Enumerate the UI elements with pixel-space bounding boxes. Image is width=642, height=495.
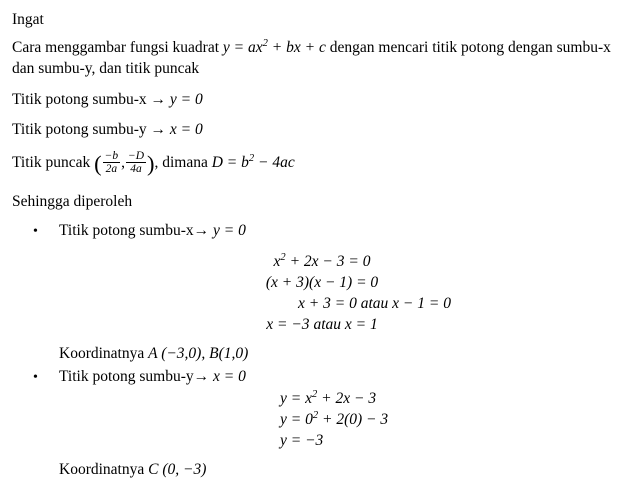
section-1-arrow: → [193, 222, 210, 239]
vertex-x-denominator: 2a [103, 162, 120, 175]
vertex-paren-close: ) [146, 150, 155, 176]
section-1-coordinates [59, 344, 248, 364]
list-item-sumbu-x [33, 221, 246, 242]
vertex-y-denominator: 4a [126, 162, 146, 175]
result-intro [12, 192, 132, 212]
section-1-title: Titik potong sumbu-x [59, 222, 194, 239]
equation-line: $y = x^2 + 2x - 3$ [280, 388, 377, 407]
rule-y-condition: x = 0 [169, 121, 203, 138]
coordinate-label: Koordinatnya [59, 345, 145, 362]
section-1-equations [172, 251, 472, 335]
page-heading [12, 10, 44, 30]
section-2-arrow: → [193, 368, 210, 385]
rule-line-x [12, 90, 203, 110]
equation-line: $y = 0^2 + 2(0) - 3$ [280, 409, 389, 428]
equation-line: (x + 3)(x − 1) = 0 [265, 274, 379, 291]
coordinate-label: Koordinatnya [59, 461, 145, 478]
bullet-icon: • [33, 224, 38, 239]
vertex-x-numerator: −b [104, 150, 119, 162]
rule-y-label: Titik potong sumbu-y [12, 121, 147, 138]
rule-line-y [12, 120, 203, 140]
vertex-paren-open: ( [94, 150, 102, 176]
rule-x-label: Titik potong sumbu-x [12, 91, 147, 108]
coordinate-values: A (−3,0), B(1,0) [148, 345, 249, 362]
bullet-icon: • [33, 370, 38, 385]
vertex-label: Titik puncak [12, 153, 91, 171]
equation-line: x = −3 atau x = 1 [266, 316, 378, 333]
intro-text-before: Cara menggambar fungsi kuadrat [12, 39, 223, 56]
list-item-sumbu-y [33, 367, 246, 388]
equation-line: $x^2 + 2x - 3 = 0$ [273, 251, 371, 270]
vertex-discriminant: $D = b^2 - 4ac$ [211, 152, 295, 171]
vertex-y-numerator: −D [127, 150, 144, 162]
section-2-coordinates [59, 460, 206, 480]
section-1-condition: y = 0 [213, 222, 246, 239]
rule-x-condition: y = 0 [169, 91, 203, 108]
result-intro-text: Sehingga diperoleh [12, 193, 133, 210]
vertex-line [12, 150, 295, 175]
intro-paragraph [12, 37, 632, 79]
intro-text-after: dengan mencari titik potong dengan sumbu-x dan sumbu-y, dan titik puncak [12, 39, 611, 77]
heading-text: Ingat [12, 11, 44, 28]
vertex-y-fraction [126, 150, 146, 175]
equation-line: x + 3 = 0 atau x − 1 = 0 [298, 295, 451, 312]
intro-formula: $y = ax^2$ + bx + c [222, 37, 326, 56]
equation-line: y = −3 [280, 432, 324, 449]
rule-x-arrow: → [150, 91, 167, 108]
coordinate-values: C (0, −3) [148, 461, 207, 478]
section-2-condition: x = 0 [213, 368, 246, 385]
section-2-equations [280, 388, 388, 451]
vertex-x-fraction [103, 150, 120, 175]
rule-y-arrow: → [150, 121, 167, 138]
vertex-separator: , dimana [154, 153, 212, 171]
vertex-comma: , [121, 153, 125, 171]
section-2-title: Titik potong sumbu-y [59, 368, 194, 385]
